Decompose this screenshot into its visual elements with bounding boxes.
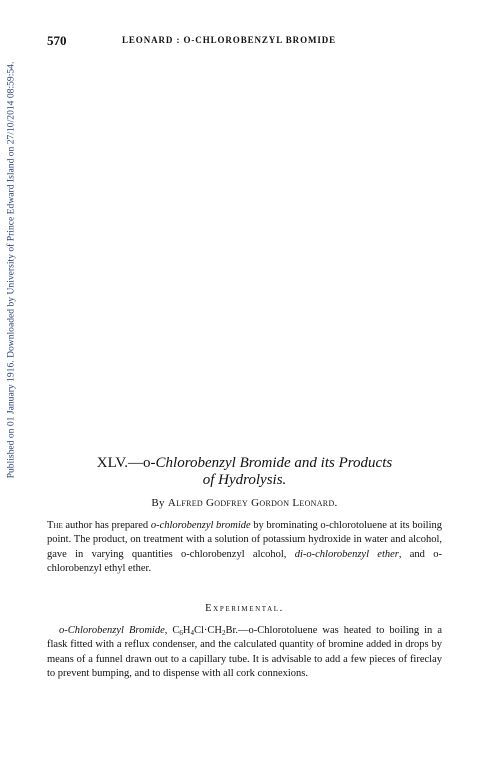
text-run: author has prepared bbox=[62, 520, 151, 531]
byline-by: By bbox=[151, 497, 165, 509]
section-heading: Experimental. bbox=[205, 603, 284, 614]
provenance-sidebar bbox=[0, 0, 22, 769]
author-name: Alfred Godfrey Gordon Leonard. bbox=[167, 497, 338, 509]
text-run: , and o-chlorobenzyl ethyl ether. bbox=[47, 548, 442, 574]
compound-name: o-Chlorobenzyl Bromide bbox=[59, 625, 165, 636]
experimental-paragraph bbox=[47, 624, 442, 681]
page-header bbox=[47, 33, 442, 49]
text-run: Cl·CH bbox=[193, 625, 222, 636]
text-run: by brominating o-chlorotoluene at its boiling point. The product, on treatment with a solution of potassium hydroxide in water and alcohol, gave in varying quantities o-chlorobenzyl alcohol, bbox=[47, 520, 443, 560]
subscript: 2 bbox=[222, 629, 226, 637]
title-line-2: of Hydrolysis. bbox=[202, 472, 287, 488]
title-number: XLV.—o- bbox=[96, 455, 156, 471]
compound-name: o-chlorobenzyl bromide bbox=[150, 520, 251, 531]
text-run: H bbox=[182, 625, 191, 636]
text-run: , C bbox=[164, 625, 180, 636]
article-title bbox=[47, 455, 442, 489]
abstract-paragraph bbox=[47, 519, 442, 576]
subscript: 6 bbox=[179, 629, 183, 637]
title-text: Chlorobenzyl Bromide and its Products bbox=[155, 455, 393, 471]
running-head: LEONARD : O-CHLOROBENZYL BROMIDE bbox=[122, 35, 337, 45]
page-number: 570 bbox=[47, 33, 67, 48]
para-lead-word: The bbox=[47, 520, 63, 531]
byline bbox=[47, 497, 442, 509]
subscript: 4 bbox=[190, 629, 194, 637]
text-run: Br.—o-Chlorotoluene was heated to boiling in a flask fitted with a reflux condenser, and the calculated quantity of bromine added in drops by means of a funnel drawn out to a capillary tube. It is advisable to add a few pieces of fireclay to prevent bumping, and to dispense with all cork connexions. bbox=[47, 625, 442, 679]
provenance-note: Published on 01 January 1916. Downloaded by University of Prince Edward Island on 27/10/2014 08:59:54. bbox=[5, 61, 17, 479]
compound-name: di-o-chlorobenzyl ether bbox=[294, 548, 399, 560]
